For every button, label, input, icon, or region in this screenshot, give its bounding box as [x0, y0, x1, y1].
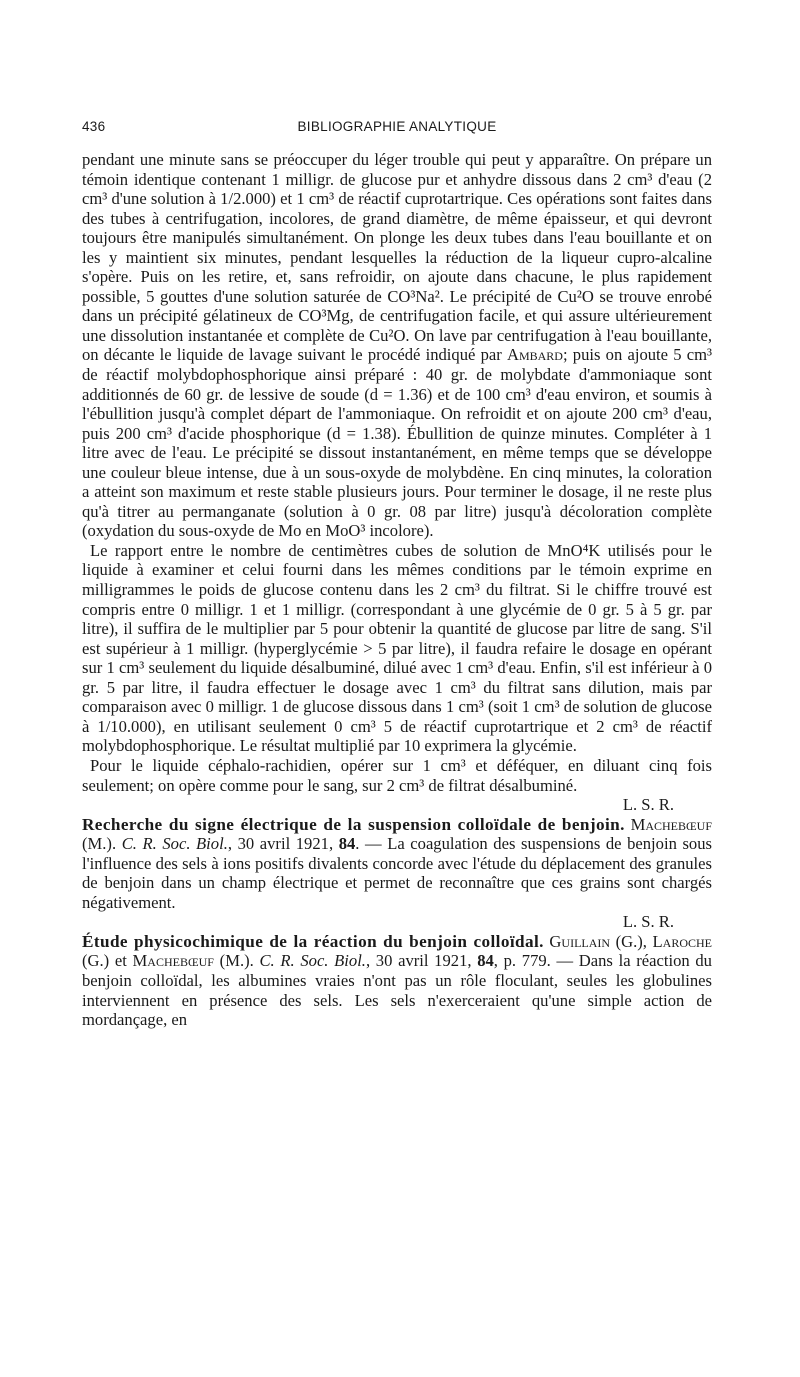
signature-line [82, 795, 712, 815]
author-name: Machebœuf [132, 951, 214, 971]
signature-line [82, 912, 712, 932]
paragraph: Pour le liquide céphalo-rachidien, opérer sur 1 cm³ et déféquer, en diluant cinq fois seulement; on opère comme pour le sang, sur 2 cm³ de filtrat désalbuminé. [82, 755, 712, 795]
volume-number: 84 [477, 951, 494, 971]
paragraph: Le rapport entre le nombre de centimètres cubes de solution de MnO⁴K utilisés pour le liquide à examiner et celui fourni dans les mêmes conditions par le témoin exprime en milligrammes le poids de glucose contenu dans les 2 cm³ du filtrat. Si le chiffre trouvé est compris entre 0 milligr. 1 et 1 milligr. (correspondant à une glycémie de 0 gr. 5 à 5 gr. par litre), il suffira de le multiplier par 5 pour obtenir la quantité de glucose par litre de sang. S'il est supérieur à 1 milligr. (hyperglycémie > 5 par litre), il faudra refaire le dosage en opérant sur 1 cm³ seulement du liquide désalbuminé, dilué avec 1 cm³ d'eau. Enfin, s'il est inférieur à 0 gr. 5 par litre, il faudra effectuer le dosage avec 1 cm³ du filtrat sans dilution, mais par comparaison avec 0 milligr. 1 de glucose dissous dans 1 cm³ (soit 1 cm³ de solution de glucose à 1/10.000), en utilisant seulement 0 cm³ 5 de réactif cuprotartrique et 2 cm³ de réactif molybdophosphorique. Le résultat multiplié par 10 exprimera la glycémie. [82, 540, 712, 756]
abstract-entry: Étude physicochimique de la réaction du benjoin colloïdal. Guillain (G.), Laroche (G.) et Machebœuf (M.). C. R. Soc. Biol., 30 avril 1921, 84, p. 779. — Dans la réaction du benjoin colloïdal, les albumines vraies n'ont pas un rôle floculant, seules les globulines interviennent en présence des sels. Les sels n'exerceraient qu'une simple action de mordançage, en [82, 931, 712, 1030]
abstract-entry: Recherche du signe électrique de la suspension colloïdale de benjoin. Machebœuf (M.). C. R. Soc. Biol., 30 avril 1921, 84. — La coagulation des suspensions de benjoin sous l'influence des sels à ions positifs divalents concorde avec l'étude du déplacement des granules de benjoin dans un champ électrique et permet de reconnaître que ces grains sont chargés négativement. [82, 814, 712, 912]
abstract-heading: Recherche du signe électrique de la suspension colloïdale de benjoin. [82, 814, 625, 834]
abstract-heading: Étude physicochimique de la réaction du benjoin colloïdal. [82, 931, 544, 951]
journal-title: C. R. Soc. Biol. [259, 951, 366, 971]
page-number: 436 [82, 119, 106, 134]
author-name: Guillain [549, 931, 611, 951]
author-name: Machebœuf [630, 814, 712, 834]
signature: L. S. R. [622, 912, 674, 932]
journal-title: C. R. Soc. Biol. [121, 834, 228, 854]
page-body [82, 150, 712, 1030]
signature: L. S. R. [622, 795, 674, 815]
author-name: Ambard [506, 345, 563, 365]
paragraph-continuation: pendant une minute sans se préoccuper du léger trouble qui peut y apparaître. On prépare un témoin identique contenant 1 milligr. de glucose pur et anhydre dissous dans 2 cm³ d'eau (2 cm³ d'une solution à 1/2.000) et 1 cm³ de réactif cuprotartrique. Ces opérations sont faites dans des tubes à centrifugation, incolores, de grand diamètre, de même épaisseur, et qui devront toujours être manipulés simultanément. On plonge les deux tubes dans l'eau bouillante et on les y maintient six minutes, pendant lesquelles la réduction de la liqueur cupro-alcaline s'opère. Puis on les retire, et, sans refroidir, on ajoute dans chacune, le plus rapidement possible, 5 gouttes d'une solution saturée de CO³Na². Le précipité de Cu²O se trouve enrobé dans un précipité gélatineux de CO³Mg, de centrifugation facile, et qui assure ultérieurement une dissolution instantanée et complète de Cu²O. On lave par centrifugation à l'eau bouillante, on décante le liquide de lavage suivant le procédé indiqué par Ambard; puis on ajoute 5 cm³ de réactif molybdophosphorique ainsi préparé : 40 gr. de molybdate d'ammoniaque sont additionnés de 60 gr. de lessive de soude (d = 1.36) et de 100 cm³ d'eau environ, et soumis à l'ébullition jusqu'à complet départ de l'ammoniaque. On refroidit et on ajoute 200 cm³ d'eau, puis 200 cm³ d'acide phosphorique (d = 1.38). Ébullition de quinze minutes. Compléter à 1 litre avec de l'eau. Le précipité se dissout instantanément, en même temps que se développe une couleur bleue intense, due à un sous-oxyde de molybdène. En cinq minutes, la coloration a atteint son maximum et reste stable plusieurs jours. Pour terminer le dosage, il ne reste plus qu'à titrer au permanganate (solution à 0 gr. 08 par litre) jusqu'à décoloration complète (oxydation du sous-oxyde de Mo en MoO³ incolore). [82, 150, 712, 541]
author-name: Laroche [652, 931, 712, 951]
running-header [82, 119, 712, 141]
running-title: BIBLIOGRAPHIE ANALYTIQUE [297, 119, 497, 134]
volume-number: 84 [338, 834, 356, 854]
